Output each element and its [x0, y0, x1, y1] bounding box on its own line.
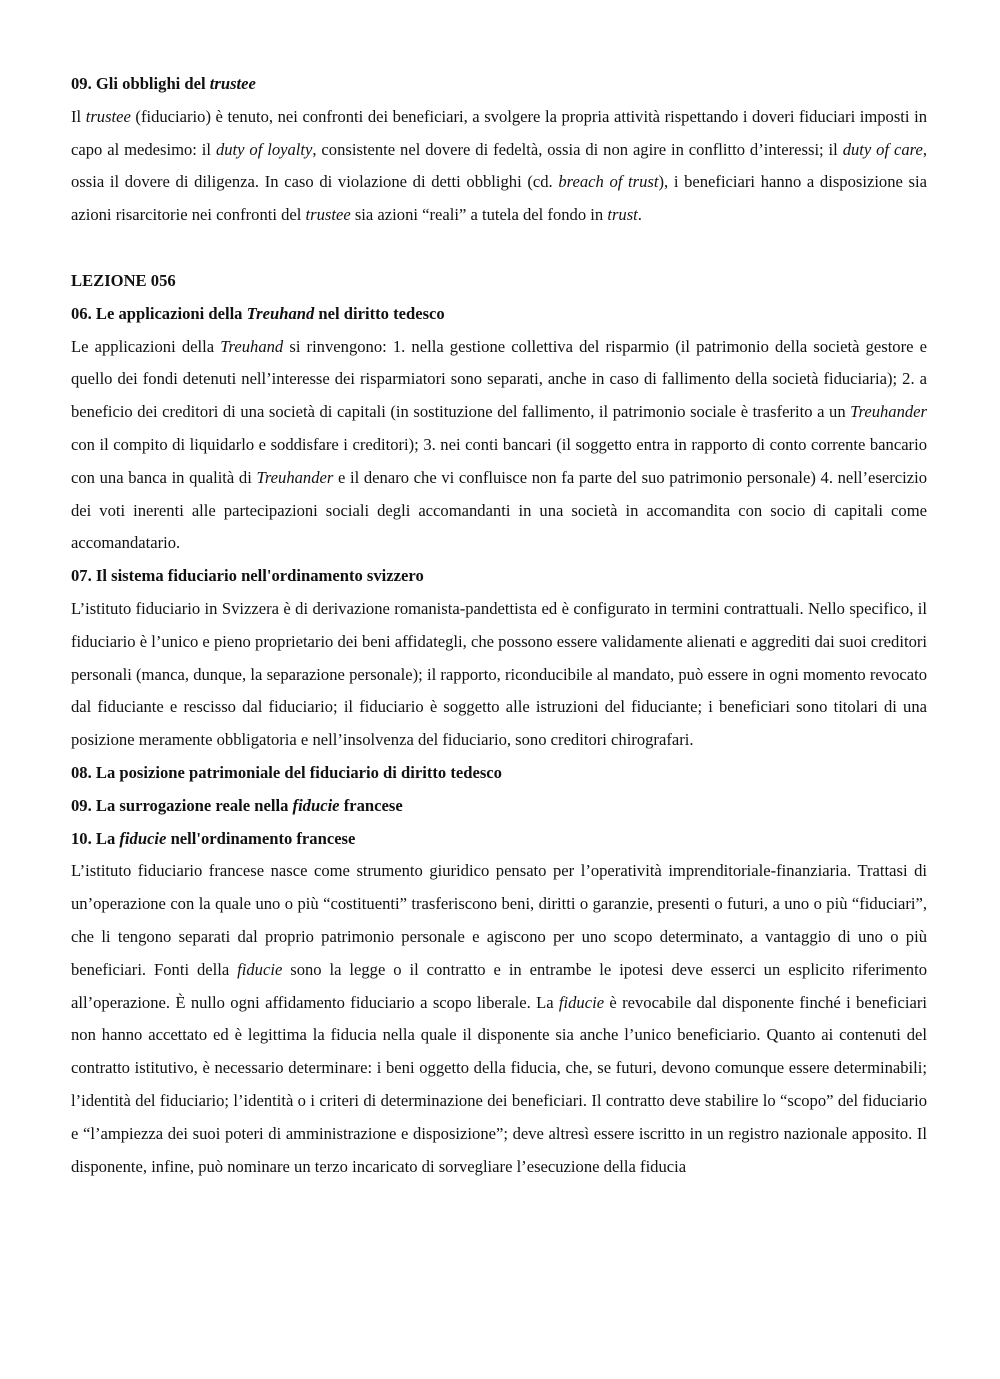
section-gap: [71, 232, 927, 265]
paragraph-french-fiducie: L’istituto fiduciario francese nasce come strumento giuridico pensato per l’operatività imprenditoriale-finanziaria. Trattasi di un’operazione con la quale uno o più “costituenti” trasferiscono beni, diritti o garanzie, presenti o futuri, a uno o più “fiduciari”, che li tengono separati dal proprio patrimonio personale e agiscono per uno scopo determinato, a vantaggio di uno o più beneficiari. Fonti della fiducie sono la legge o il contratto e in entrambe le ipotesi deve esserci un esplicito riferimento all’operazione. È nullo ogni affidamento fiduciario a scopo liberale. La fiducie è revocabile dal disponente finché i beneficiari non hanno accettato ed è legittima la fiducia nella quale il disponente sia anche l’unico beneficiario. Quanto ai contenuti del contratto istitutivo, è necessario determinare: i beni oggetto della fiducia, che, se futuri, devono comunque essere determinabili; l’identità del fiduciario; l’identità o i criteri di determinazione dei beneficiari. Il contratto deve stabilire lo “scopo” del fiduciario e “l’ampiezza dei suoi poteri di amministrazione e disposizione”; deve altresì essere iscritto in un registro nazionale apposito. Il disponente, infine, può nominare un terzo incaricato di sorvegliare l’esecuzione della fiducia: [71, 861, 927, 1176]
paragraph-swiss-fiduciary: L’istituto fiduciario in Svizzera è di derivazione romanista-pandettista ed è configurato in termini contrattuali. Nello specifico, il fiduciario è l’unico e pieno proprietario dei beni affidategli, che possono essere validamente alienati e aggrediti dai suoi creditori personali (manca, dunque, la separazione personale); il rapporto, riconducibile al mandato, può essere in ogni momento revocato dal fiduciante e rescisso dal fiduciario; il fiduciario è soggetto alle istruzioni del fiduciante; i beneficiari sono titolari di una posizione meramente obbligatoria e nell’insolvenza del fiduciario, sono creditori chirografari.: [71, 598, 927, 750]
heading-french-fiducie: 10. La fiducie nell'ordinamento francese: [71, 828, 356, 848]
paragraph-treuhand-applications: Le applicazioni della Treuhand si rinvengono: 1. nella gestione collettiva del risparmio (il patrimonio della società gestore e quello dei fondi detenuti nell’interesse dei risparmiatori sono separati, anche in caso di fallimento della società fiduciaria); 2. a beneficio dei creditori di una società di capitali (in sostituzione del fallimento, il patrimonio sociale è trasferito a un Treuhander con il compito di liquidarlo e soddisfare i creditori); 3. nei conti bancari (il soggetto entra in rapporto di conto corrente bancario con una banca in qualità di Treuhander e il denaro che vi confluisce non fa parte del suo patrimonio personale) 4. nell’esercizio dei voti inerenti alle partecipazioni sociali degli accomandanti in una società in accomandita con socio di capitali come accomandatario.: [71, 336, 927, 553]
heading-treuhand-applications: 06. Le applicazioni della Treuhand nel diritto tedesco: [71, 303, 445, 323]
heading-swiss-fiduciary: 07. Il sistema fiduciario nell'ordinamento svizzero: [71, 566, 424, 586]
document-page: [71, 68, 927, 1183]
heading-real-subrogation: 09. La surrogazione reale nella fiducie francese: [71, 795, 403, 815]
heading-german-fiduciary-position: 08. La posizione patrimoniale del fiduciario di diritto tedesco: [71, 762, 502, 782]
heading-trustee-obligations: 09. Gli obblighi del trustee: [71, 74, 256, 93]
lesson-title: LEZIONE 056: [71, 270, 176, 290]
paragraph-trustee-obligations: Il trustee (fiduciario) è tenuto, nei confronti dei beneficiari, a svolgere la propria attività rispettando i doveri fiduciari imposti in capo al medesimo: il duty of loyalty, consistente nel dovere di fedeltà, ossia di non agire in conflitto d’interessi; il duty of care, ossia il dovere di diligenza. In caso di violazione di detti obblighi (cd. breach of trust), i beneficiari hanno a disposizione sia azioni risarcitorie nei confronti del trustee sia azioni “reali” a tutela del fondo in trust.: [71, 106, 927, 225]
